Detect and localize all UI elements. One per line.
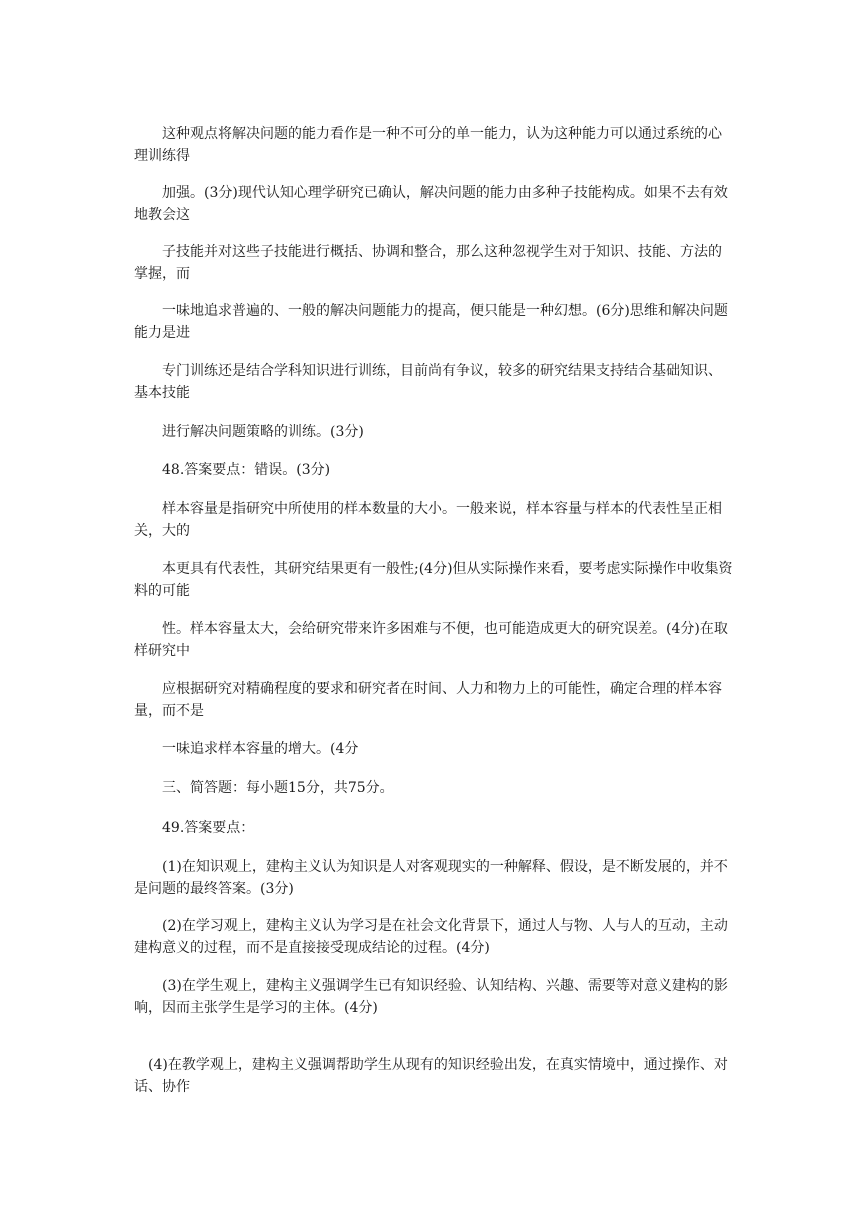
answer-48-heading: 48.答案要点：错误。(3分) [162,462,331,478]
point-2: (2)在学习观上，建构主义认为学习是在社会文化背景下，通过人与物、人与人的互动，主动建构意义的过程，而不是直接接受现成结论的过程。(4分) [134,918,728,956]
paragraph-1: 这种观点将解决问题的能力看作是一种不可分的单一能力，认为这种能力可以通过系统的心理训练得 [134,126,722,164]
answer-49-heading: 49.答案要点： [162,820,255,836]
paragraph-10: 性。样本容量太大，会给研究带来许多困难与不便，也可能造成更大的研究误差。(4分)在取样研究中 [134,621,728,659]
section-heading: 三、简答题：每小题15分，共75分。 [162,780,394,796]
paragraph-9: 本更具有代表性，其研究结果更有一般性;(4分)但从实际操作来看，要考虑实际操作中收集资料的可能 [134,561,733,599]
point-1: (1)在知识观上，建构主义认为知识是人对客观现实的一种解释、假设，是不断发展的，并不是问题的最终答案。(3分) [134,859,728,897]
point-3: (3)在学生观上，建构主义强调学生已有知识经验、认知结构、兴趣、需要等对意义建构的影响，因而主张学生是学习的主体。(4分) [134,978,728,1016]
point-4: (4)在教学观上，建构主义强调帮助学生从现有的知识经验出发，在真实情境中，通过操作、对话、协作 [134,1057,728,1095]
paragraph-5: 专门训练还是结合学科知识进行训练，目前尚有争议，较多的研究结果支持结合基础知识、基本技能 [134,363,722,401]
paragraph-11: 应根据研究对精确程度的要求和研究者在时间、人力和物力上的可能性，确定合理的样本容量，而不是 [134,681,722,719]
paragraph-2: 加强。(3分)现代认知心理学研究已确认，解决问题的能力由多种子技能构成。如果不去有效地教会这 [134,185,728,223]
paragraph-6: 进行解决问题策略的训练。(3分) [162,424,364,440]
paragraph-4: 一味地追求普遍的、一般的解决问题能力的提高，便只能是一种幻想。(6分)思维和解决问题能力是进 [134,303,728,341]
paragraph-8: 样本容量是指研究中所使用的样本数量的大小。一般来说，样本容量与样本的代表性呈正相关，大的 [134,501,722,539]
paragraph-3: 子技能并对这些子技能进行概括、协调和整合，那么这种忽视学生对于知识、技能、方法的掌握，而 [134,244,722,282]
paragraph-12: 一味追求样本容量的增大。(4分 [162,741,359,757]
